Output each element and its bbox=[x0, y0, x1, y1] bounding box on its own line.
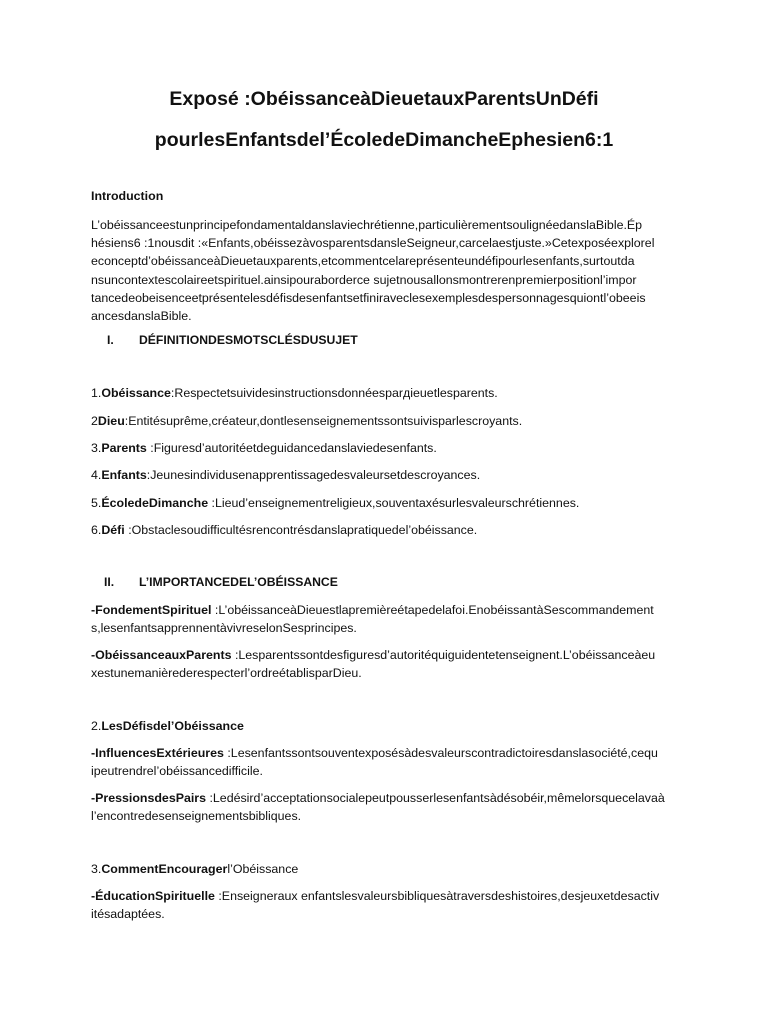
definition-term: Dieu bbox=[97, 414, 125, 428]
importance-paragraph-1 bbox=[91, 601, 681, 637]
definition-number: 3. bbox=[91, 441, 102, 455]
paragraph-term: -FondementSpirituel bbox=[91, 603, 212, 617]
definition-item-6 bbox=[91, 521, 681, 539]
intro-line: econceptd’obéissanceàDieuetauxparents,etcommentcelareprésenteundéfipourlesenfants,surtoutda bbox=[91, 254, 635, 269]
definition-text: :Lieud’enseignementreligieux,souventaxésurlesvaleurschrétiennes. bbox=[208, 496, 580, 510]
paragraph-text: :L’obéissanceàDieuestlapremièreétapedelafoi.EnobéissantàSescommandement bbox=[211, 603, 654, 617]
introduction-heading: Introduction bbox=[91, 189, 164, 203]
definition-text: :Entitésuprême,créateur,dontlesenseignementssontsuivisparlescroyants. bbox=[124, 414, 523, 428]
challenges-paragraph-2 bbox=[91, 789, 681, 825]
definition-term: ÉcoledeDimanche bbox=[101, 496, 209, 510]
intro-line: ancesdanslaBible. bbox=[91, 309, 192, 324]
section-4-title-bold: CommentEncourager bbox=[101, 862, 228, 876]
definition-term: Enfants bbox=[101, 468, 147, 482]
section-3-number: 2. bbox=[91, 719, 102, 733]
document-title-line-1: Exposé :ObéissanceàDieuetauxParentsUnDéfi bbox=[169, 88, 599, 110]
paragraph-text: xestunemanièrederespecterl’ordreétablisparDieu. bbox=[91, 666, 362, 681]
section-1-title: DÉFINITIONDESMOTSCLÉSDUSUJET bbox=[139, 333, 358, 347]
definition-item-1 bbox=[91, 384, 681, 402]
definition-number: 2 bbox=[91, 414, 98, 428]
paragraph-term: -PressionsdesPairs bbox=[91, 791, 207, 805]
definition-term: Défi bbox=[101, 523, 125, 537]
definition-item-2 bbox=[91, 412, 681, 430]
intro-line: L’obéissanceestunprincipefondamentaldanslaviechrétienne,particulièrementsoulignéedanslaBible.Ép bbox=[91, 218, 643, 232]
paragraph-text: ipeutrendrel’obéissancedifficile. bbox=[91, 764, 263, 779]
intro-line: tancedeobeisenceetprésentelesdéfisdesenfantsetfiniraveclesexemplesdespersonnagesquiontl’obeeis bbox=[91, 290, 646, 305]
paragraph-text: :Lesparentssontdesfiguresd’autoritéquiguidentetenseignent.L’obéissanceàeu bbox=[231, 648, 656, 662]
definition-text: :Obstaclesoudifficultésrencontrésdanslapratiquedel’obéissance. bbox=[124, 523, 478, 537]
section-4-heading bbox=[91, 860, 681, 878]
definition-item-4 bbox=[91, 466, 681, 484]
definition-text: :Respectetsuividesinstructionsdonnéesparдieuetlesparents. bbox=[170, 386, 498, 400]
section-2-title: L’IMPORTANCEDEL’OBÉISSANCE bbox=[139, 575, 338, 589]
paragraph-text: :Lesenfantssontsouventexposésàdesvaleurscontradictoiresdanslasociété,cequ bbox=[223, 746, 658, 760]
paragraph-term: -ObéissanceauxParents bbox=[91, 648, 232, 662]
importance-paragraph-2 bbox=[91, 646, 681, 682]
section-2-number: II. bbox=[104, 575, 115, 589]
encourage-paragraph-1 bbox=[91, 887, 681, 923]
paragraph-term: -InfluencesExtérieures bbox=[91, 746, 224, 760]
section-4-title-rest: l’Obéissance bbox=[227, 862, 299, 876]
intro-line: hésiens6 :1nousdit :«Enfants,obéissezàvosparentsdansleSeigneur,carcelaestjuste.»Cetexposéexplorel bbox=[91, 236, 655, 251]
paragraph-text: :Ledésird’acceptationsocialepeutpousserlesenfantsàdésobéir,mêmelorsquecelavaà bbox=[206, 791, 665, 805]
introduction-paragraph bbox=[91, 216, 681, 325]
paragraph-text: l’encontredesenseignementsbibliques. bbox=[91, 809, 302, 824]
section-4-number: 3. bbox=[91, 862, 102, 876]
definition-term: Obéissance bbox=[101, 386, 171, 400]
challenges-paragraph-1 bbox=[91, 744, 681, 780]
section-3-heading bbox=[91, 717, 681, 735]
definition-term: Parents bbox=[101, 441, 147, 455]
definition-number: 6. bbox=[91, 523, 102, 537]
section-1-number: I. bbox=[107, 333, 114, 347]
definition-number: 5. bbox=[91, 496, 102, 510]
paragraph-text: itésadaptées. bbox=[91, 907, 165, 922]
definition-item-3 bbox=[91, 439, 681, 457]
definition-text: :Figuresd’autoritéetdeguidancedanslaviedesenfants. bbox=[146, 441, 437, 455]
document-title-line-2: pourlesEnfantsdel’ÉcoledeDimancheEphesien6:1 bbox=[154, 129, 614, 151]
definition-number: 4. bbox=[91, 468, 102, 482]
definition-text: :Jeunesindividusenapprentissagedesvaleursetdescroyances. bbox=[146, 468, 481, 482]
section-3-title: LesDéfisdel’Obéissance bbox=[101, 719, 244, 733]
definition-item-5 bbox=[91, 494, 681, 512]
paragraph-text: :Enseigneraux enfantslesvaleursbibliquesàtraversdeshistoires,desjeuxetdesactiv bbox=[214, 889, 660, 903]
definition-number: 1. bbox=[91, 386, 102, 400]
paragraph-term: -ÉducationSpirituelle bbox=[91, 889, 215, 903]
paragraph-text: s,lesenfantsapprennentàvivreselonSesprincipes. bbox=[91, 621, 357, 636]
intro-line: nsuncontextescolaireetspirituel.ainsipouraborderce sujetnousallonsmontrerenpremierpositionl’impor bbox=[91, 272, 637, 287]
